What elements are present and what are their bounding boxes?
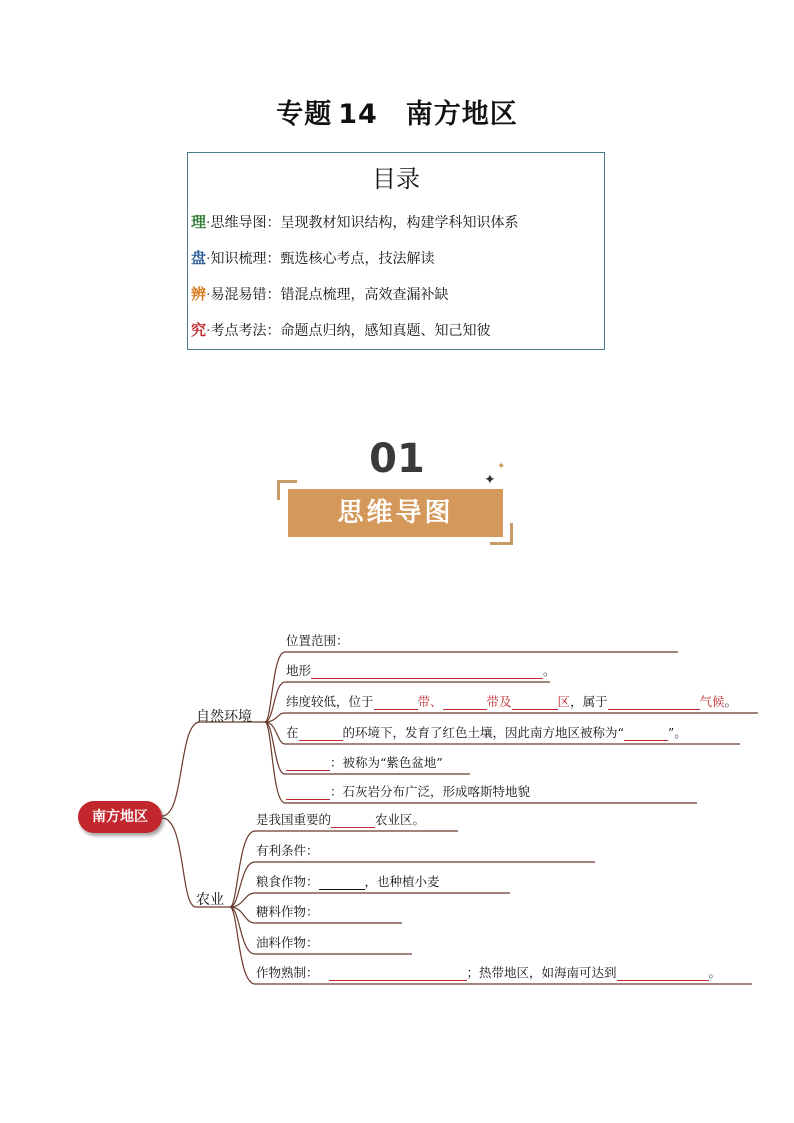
answer-blank[interactable] [286,757,330,771]
toc-label: 知识梳理： [210,251,281,267]
sparkle-icon: ✦ [484,472,496,488]
title-prefix: 专题 [276,99,333,130]
branch-natural-environment: 自然环境 [196,709,252,725]
leaf-cropping-system: 作物熟制： ；热带地区，如海南可达到 。 [256,965,722,980]
answer-blank[interactable] [286,786,330,800]
answer-blank[interactable] [329,967,467,981]
toc-char: 辨 [191,285,207,303]
answer-blank[interactable] [443,696,487,710]
leaf-location: 位置范围： [286,633,349,648]
leaf-grain-crops: 粮食作物： ，也种植小麦 [256,874,440,889]
answer-blank[interactable] [608,696,700,710]
answer-blank[interactable] [331,814,375,828]
toc-desc: 呈现教材知识结构，构建学科知识体系 [280,215,519,231]
leaf-karst: ：石灰岩分布广泛，形成喀斯特地貌 [286,784,530,800]
answer-blank[interactable] [319,876,365,890]
title-number: 14 [338,99,378,130]
section-banner: 思维导图 [288,489,503,537]
title-name: 南方地区 [405,99,518,130]
leaf-favorable-conditions: 有利条件： [256,843,319,858]
toc-desc: 命题点归纳，感知真题、知己知彼 [280,323,491,339]
sparkle-small-icon: ✦ [497,461,506,472]
leaf-terrain: 地形 。 [286,663,556,678]
section-number: 01 [369,436,425,482]
leaf-agri-zone: 是我国重要的 农业区。 [256,812,426,827]
branch-agriculture: 农业 [196,892,224,908]
answer-blank[interactable] [617,967,709,981]
answer-blank[interactable] [311,665,543,679]
toc-label: 考点考法： [210,323,281,339]
toc-label: 思维导图： [210,215,281,231]
answer-blank[interactable] [374,696,418,710]
toc-row-exam: 究·考点考法：命题点归纳，感知真题、知己知彼 [191,321,491,339]
leaf-red-soil: 在 的环境下，发育了红色土壤，因此南方地区被称为“ ”。 [286,725,687,740]
toc-row-errors: 辨·易混易错：错混点梳理，高效查漏补缺 [191,285,449,303]
answer-blank[interactable] [299,727,343,741]
leaf-latitude: 纬度较低，位于 带、 带及 区，属于 气候。 [286,694,738,709]
toc-row-mindmap: 理·思维导图：呈现教材知识结构，构建学科知识体系 [191,213,519,231]
toc-char: 盘 [191,249,207,267]
toc-char: 理 [191,213,207,231]
toc-char: 究 [191,321,207,339]
toc-heading: 目录 [372,165,420,193]
connector-natural [162,722,265,816]
leaf-purple-basin: ：被称为“紫色盆地” [286,755,443,771]
toc-label: 易混易错： [210,287,281,303]
leaf-sugar-crops: 糖料作物： [256,904,319,919]
toc-desc: 错混点梳理，高效查漏补缺 [280,287,449,303]
toc-row-knowledge: 盘·知识梳理：甄选核心考点，技法解读 [191,249,435,267]
answer-blank[interactable] [624,727,668,741]
answer-blank[interactable] [512,696,558,710]
toc-desc: 甄选核心考点，技法解读 [280,251,435,267]
mindmap-root: 南方地区 [78,801,162,833]
leaf-oil-crops: 油料作物： [256,935,319,950]
